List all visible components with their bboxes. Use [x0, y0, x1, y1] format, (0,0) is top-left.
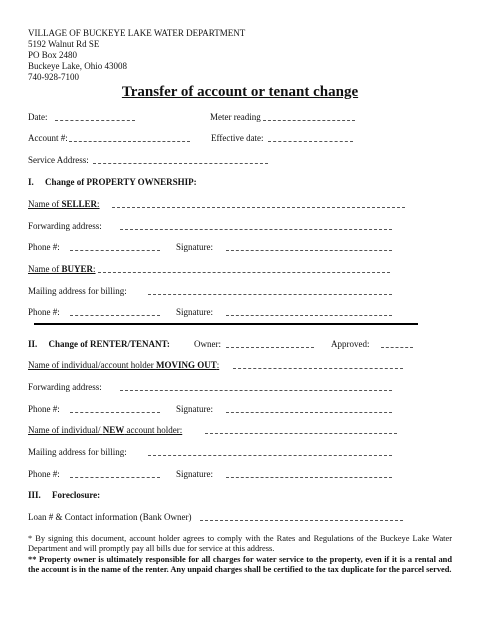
loan-contact-field[interactable] [200, 520, 403, 521]
moving-out-phone-label: Phone #: [28, 404, 60, 414]
street-address: 5192 Walnut Rd SE [28, 39, 100, 49]
loan-contact-label: Loan # & Contact information (Bank Owner) [28, 512, 192, 522]
buyer-phone-field[interactable] [70, 315, 160, 316]
date-label: Date: [28, 112, 48, 122]
buyer-name-field[interactable] [98, 272, 390, 273]
service-address-field[interactable] [93, 163, 268, 164]
section-divider [34, 323, 418, 325]
new-holder-signature-field[interactable] [226, 477, 392, 478]
buyer-mailing-field[interactable] [148, 294, 392, 295]
moving-out-name-field[interactable] [233, 368, 403, 369]
form-title: Transfer of account or tenant change [121, 84, 359, 100]
buyer-signature-label: Signature: [176, 307, 213, 317]
owner-responsibility-note: ** Property owner is ultimately responsible for all charges for water service to the property, even if it is a rental and the account is in the name of the renter. Any unpaid charges shall be certified to the tax duplicate for the parcel served. [28, 555, 452, 574]
moving-out-phone-field[interactable] [70, 412, 160, 413]
seller-forwarding-label: Forwarding address: [28, 221, 102, 231]
meter-reading-field[interactable] [263, 120, 355, 121]
date-field[interactable] [55, 120, 135, 121]
buyer-phone-label: Phone #: [28, 307, 60, 317]
new-holder-mailing-label: Mailing address for billing: [28, 447, 127, 457]
section-1-heading: I. Change of PROPERTY OWNERSHIP: [28, 177, 197, 187]
approved-label: Approved: [331, 339, 370, 349]
effective-date-field[interactable] [268, 141, 353, 142]
section-3-heading: III. Foreclosure: [28, 490, 101, 500]
meter-reading-label: Meter reading [210, 112, 261, 122]
seller-forwarding-field[interactable] [120, 229, 392, 230]
owner-field[interactable] [226, 347, 314, 348]
service-address-label: Service Address: [28, 155, 89, 165]
buyer-mailing-label: Mailing address for billing: [28, 286, 127, 296]
new-holder-name-label: Name of individual/ NEW account holder: [28, 425, 183, 435]
seller-name-field[interactable] [112, 207, 405, 208]
agreement-note: * By signing this document, account holder agrees to comply with the Rates and Regulations of the Buckeye Lake Water Department and will promptly pay all bills due for service at this address. [28, 534, 452, 553]
new-holder-name-field[interactable] [205, 433, 397, 434]
buyer-signature-field[interactable] [226, 315, 392, 316]
seller-phone-label: Phone #: [28, 242, 60, 252]
approved-field[interactable] [381, 347, 413, 348]
city-state-zip: Buckeye Lake, Ohio 43008 [28, 61, 127, 71]
effective-date-label: Effective date: [211, 133, 264, 143]
moving-out-signature-label: Signature: [176, 404, 213, 414]
owner-label: Owner: [194, 339, 221, 349]
moving-out-forwarding-field[interactable] [120, 390, 392, 391]
section-2-heading: II. Change of RENTER/TENANT: [28, 339, 170, 349]
new-holder-phone-field[interactable] [70, 477, 160, 478]
po-box: PO Box 2480 [28, 50, 78, 60]
moving-out-forwarding-label: Forwarding address: [28, 382, 102, 392]
phone-number: 740-928-7100 [28, 72, 79, 82]
moving-out-name-label: Name of individual/account holder MOVING OUT: [28, 360, 220, 370]
account-number-label: Account #: [28, 133, 68, 143]
new-holder-signature-label: Signature: [176, 469, 213, 479]
seller-phone-field[interactable] [70, 250, 160, 251]
account-number-field[interactable] [69, 141, 190, 142]
seller-name-label: Name of SELLER: [28, 199, 100, 209]
buyer-name-label: Name of BUYER: [28, 264, 96, 274]
department-name: VILLAGE OF BUCKEYE LAKE WATER DEPARTMENT [28, 28, 246, 38]
seller-signature-label: Signature: [176, 242, 213, 252]
moving-out-signature-field[interactable] [226, 412, 392, 413]
seller-signature-field[interactable] [226, 250, 392, 251]
new-holder-phone-label: Phone #: [28, 469, 60, 479]
new-holder-mailing-field[interactable] [148, 455, 392, 456]
